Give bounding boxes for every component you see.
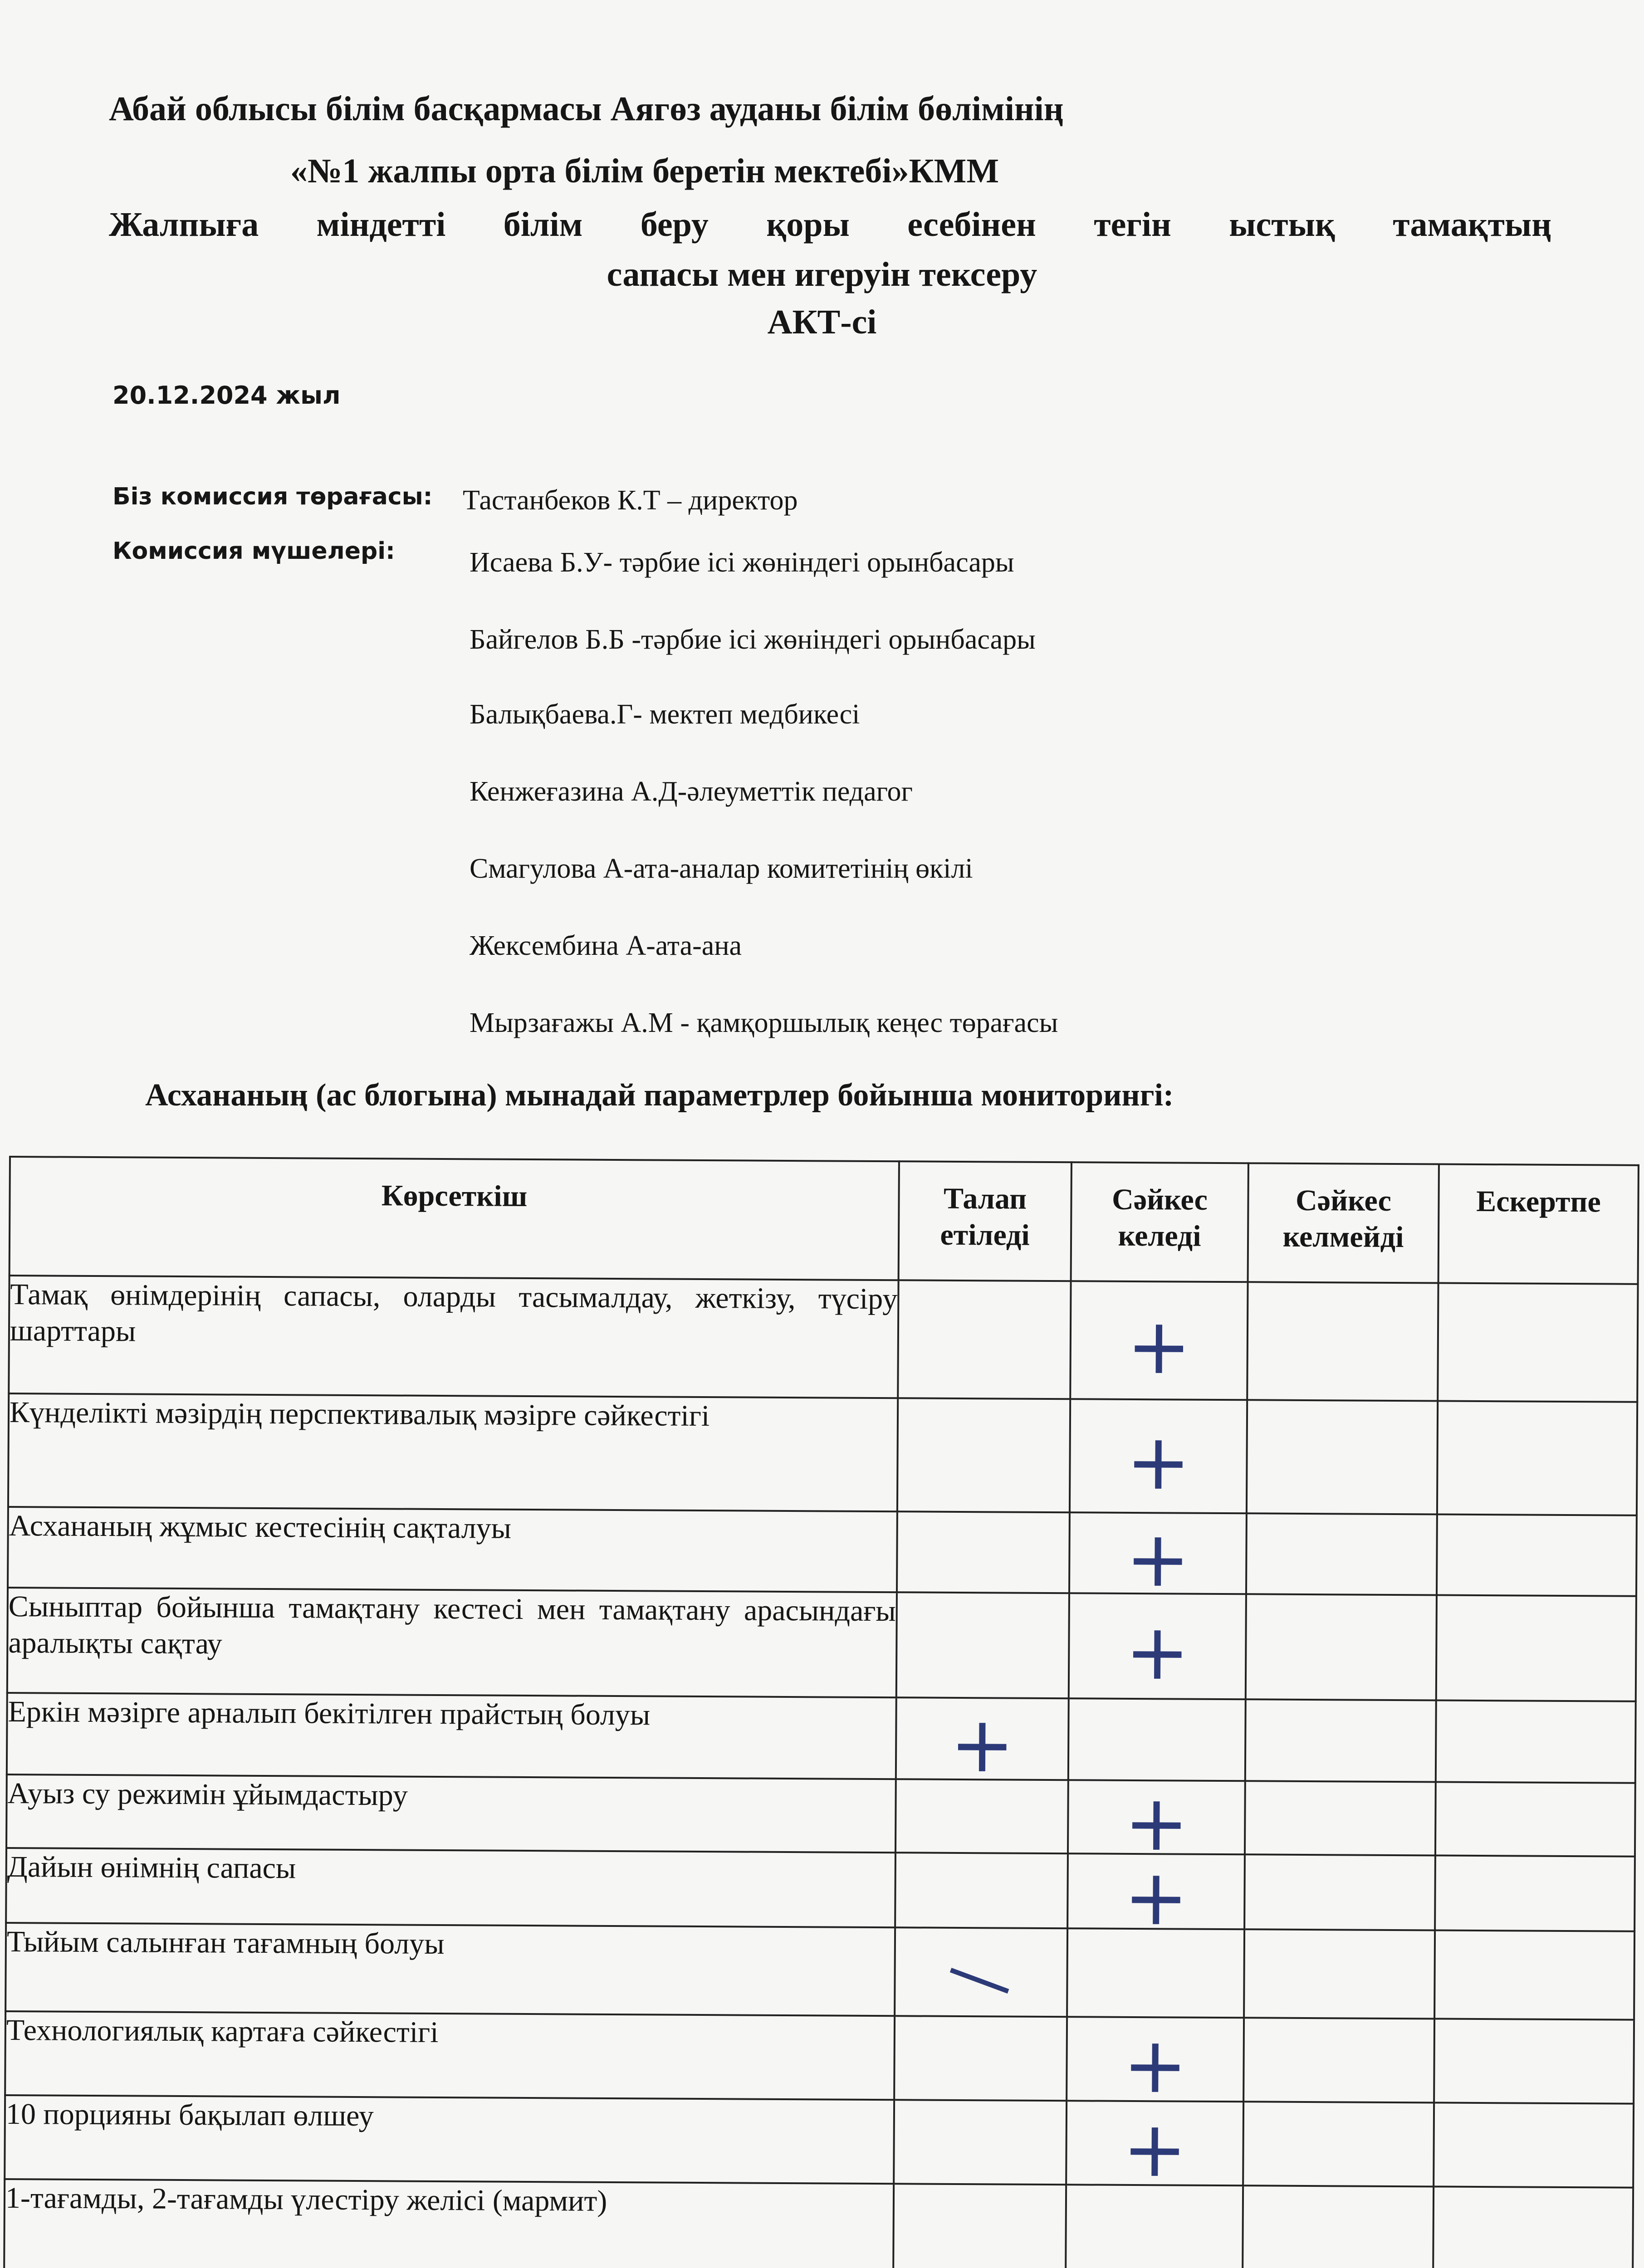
note-cell xyxy=(1438,1283,1638,1402)
handwritten-plus-mark: + xyxy=(949,1700,1015,1790)
indicator-cell: Тыйым салынған тағамның болуы xyxy=(5,1923,895,2016)
required-cell xyxy=(895,1779,1068,1853)
compliant-cell xyxy=(1068,1698,1246,1781)
compliant-cell xyxy=(1069,1593,1246,1699)
noncompliant-cell xyxy=(1245,1699,1436,1782)
noncompliant-cell xyxy=(1243,2018,1434,2102)
indicator-cell: Асхананың жұмыс кестесінің сақталуы xyxy=(8,1507,897,1592)
header-line-2: «№1 жалпы орта білім беретін мектебі»КММ xyxy=(290,152,999,190)
table-row xyxy=(7,1588,1636,1701)
required-cell xyxy=(895,1927,1067,2025)
commission-member: Байгелов Б.Б -тәрбие ісі жөніндегі орынбасары xyxy=(470,624,1036,655)
note-cell xyxy=(1434,2102,1634,2187)
handwritten-plus-mark: + xyxy=(1126,1301,1192,1392)
commission-member: Кенжеғазина А.Д-әлеуметтік педагог xyxy=(470,776,913,807)
compliant-cell xyxy=(1067,1928,1244,2018)
indicator-cell: 10 порцияны бақылап өлшеу xyxy=(5,2095,894,2184)
table-row xyxy=(7,1693,1636,1783)
handwritten-dash-mark: — xyxy=(935,1927,1027,2025)
header-line-3: Жалпыға міндетті білім беру қоры есебінен тегін ыстық тамақтың xyxy=(109,205,1551,244)
indicator-cell: Дайын өнімнің сапасы xyxy=(6,1848,895,1927)
noncompliant-cell xyxy=(1243,2102,1434,2186)
noncompliant-cell xyxy=(1244,1854,1435,1930)
note-cell xyxy=(1437,1401,1637,1515)
note-cell xyxy=(1435,1855,1635,1931)
handwritten-plus-mark: + xyxy=(1124,1778,1189,1869)
table-row xyxy=(6,1774,1635,1857)
note-cell xyxy=(1434,2019,1634,2103)
table-row xyxy=(6,1848,1635,1931)
commission-member: Балықбаева.Г- мектеп медбикесі xyxy=(470,699,860,730)
noncompliant-cell xyxy=(1247,1400,1438,1514)
handwritten-plus-mark: + xyxy=(1122,2104,1188,2195)
table-row xyxy=(5,2011,1634,2104)
commission-member: Мырзағажы А.М - қамқоршылық кеңес төрағасы xyxy=(470,1007,1058,1038)
document-date: 20.12.2024 жыл xyxy=(113,381,341,410)
handwritten-plus-mark: + xyxy=(1125,1607,1190,1698)
header-noncompliant: Сәйкес келмейді xyxy=(1248,1163,1439,1283)
chair-name: Тастанбеков К.Т – директор xyxy=(463,485,798,516)
chair-label: Біз комиссия төрағасы: xyxy=(113,483,433,510)
commission-member: Смагулова А-ата-аналар комитетінің өкілі xyxy=(470,853,973,884)
noncompliant-cell xyxy=(1243,2185,1434,2268)
compliant-cell xyxy=(1066,2101,1243,2195)
table-row xyxy=(9,1276,1638,1402)
required-cell xyxy=(896,1697,1069,1790)
indicator-cell: Ауыз су режимін ұйымдастыру xyxy=(6,1774,896,1853)
header-compliant: Сәйкес келеді xyxy=(1071,1162,1248,1282)
indicator-cell: Күнделікті мәзірдің перспективалық мәзірге сәйкестігі xyxy=(8,1393,898,1511)
required-cell xyxy=(897,1511,1070,1593)
handwritten-plus-mark: + xyxy=(1125,1514,1191,1605)
noncompliant-cell xyxy=(1246,1594,1437,1700)
members-label: Комиссия мүшелері: xyxy=(113,538,395,565)
compliant-cell xyxy=(1067,1852,1245,1943)
required-cell xyxy=(894,2100,1067,2185)
commission-member: Исаева Б.У- тәрбие ісі жөніндегі орынбасары xyxy=(470,547,1014,578)
note-cell xyxy=(1435,1782,1635,1856)
compliant-cell xyxy=(1070,1399,1247,1513)
table-row xyxy=(4,2179,1633,2268)
required-cell xyxy=(898,1280,1071,1399)
header-line-5: АКТ-сі xyxy=(767,303,877,341)
indicator-cell: Тамақ өнімдерінің сапасы, оларды тасымалдау, жеткізу, түсіру шарттары xyxy=(9,1276,898,1398)
indicator-cell: Еркін мәзірге арналып бекітілген прайстың болуы xyxy=(7,1693,896,1779)
handwritten-plus-mark: + xyxy=(1125,1417,1191,1508)
required-cell xyxy=(897,1398,1070,1512)
required-cell xyxy=(896,1592,1069,1698)
note-cell xyxy=(1437,1514,1637,1596)
note-cell xyxy=(1436,1595,1636,1701)
commission-member: Жексембина А-ата-ана xyxy=(470,930,742,961)
note-cell xyxy=(1434,1930,1634,2019)
handwritten-plus-mark: + xyxy=(1123,1852,1189,1943)
note-cell xyxy=(1433,2186,1633,2268)
required-cell xyxy=(893,2184,1066,2268)
table-row xyxy=(5,1923,1634,2020)
header-note: Ескертпе xyxy=(1438,1164,1639,1284)
table-row xyxy=(5,2095,1634,2188)
header-indicator: Көрсеткіш xyxy=(10,1157,899,1280)
compliant-cell xyxy=(1066,2185,1243,2268)
note-cell xyxy=(1436,1700,1636,1783)
compliant-cell xyxy=(1070,1281,1248,1400)
monitoring-subtitle: Асхананың (ас блогына) мынадай параметрлер бойынша мониторингі: xyxy=(145,1078,1174,1113)
handwritten-plus-mark: + xyxy=(1122,2020,1188,2111)
indicator-cell: 1-тағамды, 2-тағамды үлестіру желісі (мармит) xyxy=(4,2179,894,2268)
noncompliant-cell xyxy=(1246,1513,1437,1595)
indicator-cell: Технологиялық картаға сәйкестігі xyxy=(5,2011,895,2100)
noncompliant-cell xyxy=(1247,1282,1438,1401)
monitoring-table xyxy=(3,1156,1639,2268)
header-line-1: Абай облысы білім басқармасы Аягөз ауданы білім бөлімінің xyxy=(109,90,1064,128)
header-line-4: сапасы мен игеруін тексеру xyxy=(607,255,1037,293)
table-row xyxy=(8,1393,1637,1515)
noncompliant-cell xyxy=(1244,1929,1435,2019)
required-cell xyxy=(895,1853,1068,1928)
indicator-cell: Сыныптар бойынша тамақтану кестесі мен тамақтану арасындағы аралықты сақтау xyxy=(7,1588,897,1697)
noncompliant-cell xyxy=(1245,1781,1436,1855)
table-header-row xyxy=(10,1157,1639,1284)
header-required: Талап етіледі xyxy=(899,1161,1072,1281)
compliant-cell xyxy=(1067,2017,1244,2111)
table-row xyxy=(8,1507,1637,1596)
required-cell xyxy=(894,2016,1067,2101)
compliant-cell xyxy=(1068,1778,1245,1869)
compliant-cell xyxy=(1069,1512,1247,1605)
